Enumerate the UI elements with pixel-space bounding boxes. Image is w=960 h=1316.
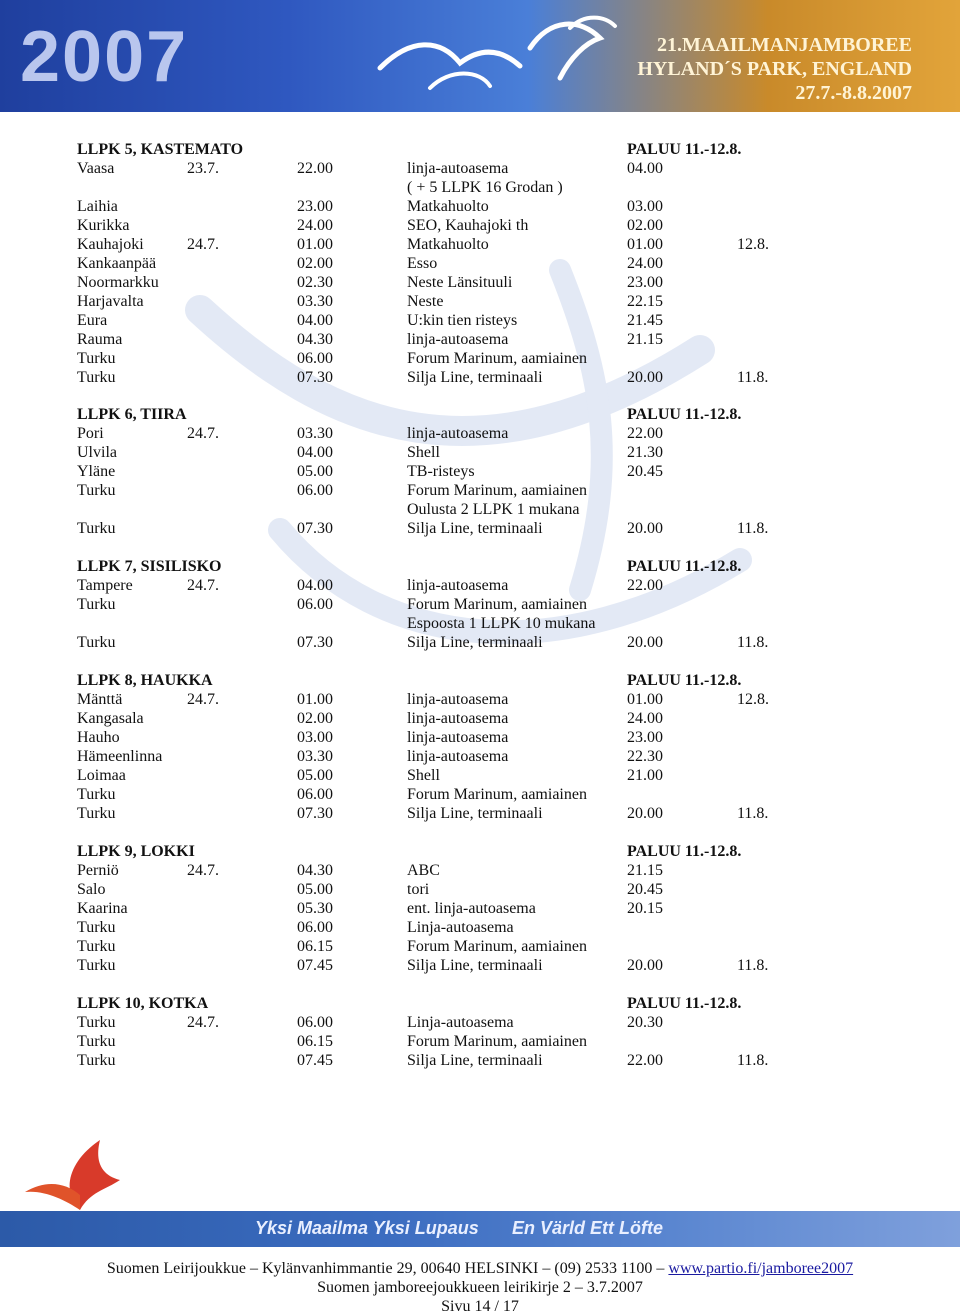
- table-row: [0, 178, 960, 197]
- table-cell: 23.00: [627, 274, 663, 291]
- table-cell: 11.8.: [737, 805, 769, 822]
- table-cell: 22.00: [627, 425, 663, 442]
- table-cell: Loimaa: [77, 767, 126, 784]
- table-cell: 04.30: [297, 331, 333, 348]
- slogan-fi: Yksi Maailma Yksi Lupaus: [255, 1218, 479, 1238]
- table-cell: Turku: [77, 786, 116, 803]
- table-row: [0, 519, 960, 538]
- table-cell: Shell: [407, 767, 440, 784]
- footer-address-line: [0, 1259, 960, 1278]
- table-row: [0, 330, 960, 349]
- table-cell: Oulusta 2 LLPK 1 mukana: [407, 501, 580, 518]
- table-cell: linja-autoasema: [407, 710, 509, 727]
- table-cell: 24.00: [297, 217, 333, 234]
- table-cell: Forum Marinum, aamiainen: [407, 482, 587, 499]
- table-cell: 20.00: [627, 634, 663, 651]
- table-row: [0, 462, 960, 481]
- table-cell: Turku: [77, 1052, 116, 1069]
- section-title: LLPK 10, KOTKA: [77, 995, 209, 1012]
- section-header: [0, 405, 960, 424]
- table-cell: 05.00: [297, 881, 333, 898]
- table-cell: 20.00: [627, 957, 663, 974]
- section-header: [0, 842, 960, 861]
- table-cell: Silja Line, terminaali: [407, 1052, 543, 1069]
- table-cell: Silja Line, terminaali: [407, 805, 543, 822]
- table-cell: U:kin tien risteys: [407, 312, 518, 329]
- table-row: [0, 861, 960, 880]
- table-cell: 20.30: [627, 1014, 663, 1031]
- table-cell: Silja Line, terminaali: [407, 369, 543, 386]
- table-cell: 24.7.: [187, 862, 219, 879]
- footer-link[interactable]: www.partio.fi/jamboree2007: [668, 1260, 854, 1277]
- table-cell: ent. linja-autoasema: [407, 900, 536, 917]
- table-cell: 20.45: [627, 881, 663, 898]
- table-cell: 03.30: [297, 748, 333, 765]
- table-cell: 24.7.: [187, 236, 219, 253]
- table-cell: 24.00: [627, 255, 663, 272]
- table-cell: 05.00: [297, 463, 333, 480]
- table-cell: Turku: [77, 482, 116, 499]
- section-header: [0, 140, 960, 159]
- table-cell: Pori: [77, 425, 104, 442]
- table-row: [0, 443, 960, 462]
- return-label: PALUU 11.-12.8.: [627, 558, 742, 575]
- table-cell: 01.00: [297, 236, 333, 253]
- table-cell: 06.15: [297, 1033, 333, 1050]
- table-row: [0, 273, 960, 292]
- table-cell: Silja Line, terminaali: [407, 957, 543, 974]
- table-row: [0, 292, 960, 311]
- table-cell: 11.8.: [737, 369, 769, 386]
- table-cell: 06.00: [297, 786, 333, 803]
- table-row: [0, 1051, 960, 1070]
- table-cell: 01.00: [627, 236, 663, 253]
- table-cell: Kurikka: [77, 217, 130, 234]
- table-cell: Tampere: [77, 577, 133, 594]
- table-row: [0, 311, 960, 330]
- table-cell: 07.30: [297, 805, 333, 822]
- table-cell: 24.7.: [187, 577, 219, 594]
- table-cell: 20.45: [627, 463, 663, 480]
- table-row: [0, 197, 960, 216]
- table-cell: Harjavalta: [77, 293, 144, 310]
- table-cell: linja-autoasema: [407, 577, 509, 594]
- table-cell: Turku: [77, 957, 116, 974]
- table-row: [0, 956, 960, 975]
- table-cell: 12.8.: [737, 236, 769, 253]
- table-cell: 24.7.: [187, 425, 219, 442]
- section-title: LLPK 6, TIIRA: [77, 406, 187, 423]
- slogan-sv: En Värld Ett Löfte: [512, 1218, 664, 1238]
- table-row: [0, 880, 960, 899]
- table-cell: Vaasa: [77, 160, 115, 177]
- table-cell: 01.00: [297, 691, 333, 708]
- table-cell: 06.15: [297, 938, 333, 955]
- table-cell: Silja Line, terminaali: [407, 634, 543, 651]
- table-cell: Turku: [77, 1014, 116, 1031]
- table-row: [0, 595, 960, 614]
- table-row: [0, 216, 960, 235]
- table-cell: 11.8.: [737, 1052, 769, 1069]
- table-cell: 06.00: [297, 1014, 333, 1031]
- table-row: [0, 349, 960, 368]
- table-cell: Perniö: [77, 862, 119, 879]
- table-cell: Neste: [407, 293, 444, 310]
- table-cell: 20.00: [627, 805, 663, 822]
- table-cell: Noormarkku: [77, 274, 159, 291]
- table-cell: Turku: [77, 520, 116, 537]
- table-cell: Turku: [77, 938, 116, 955]
- table-cell: 24.00: [627, 710, 663, 727]
- table-cell: Hämeenlinna: [77, 748, 163, 765]
- table-cell: Hauho: [77, 729, 120, 746]
- table-cell: 20.00: [627, 520, 663, 537]
- table-cell: linja-autoasema: [407, 160, 509, 177]
- table-cell: 12.8.: [737, 691, 769, 708]
- table-cell: Turku: [77, 596, 116, 613]
- table-cell: 21.45: [627, 312, 663, 329]
- table-cell: 22.30: [627, 748, 663, 765]
- table-cell: Kaarina: [77, 900, 128, 917]
- table-cell: 01.00: [627, 691, 663, 708]
- table-cell: linja-autoasema: [407, 691, 509, 708]
- table-cell: 24.7.: [187, 1014, 219, 1031]
- table-cell: 03.30: [297, 425, 333, 442]
- table-cell: 07.30: [297, 634, 333, 651]
- table-cell: Matkahuolto: [407, 236, 489, 253]
- table-cell: Rauma: [77, 331, 123, 348]
- section-title: LLPK 8, HAUKKA: [77, 672, 213, 689]
- return-label: PALUU 11.-12.8.: [627, 843, 742, 860]
- table-cell: 02.00: [297, 255, 333, 272]
- table-cell: 02.00: [297, 710, 333, 727]
- table-cell: Eura: [77, 312, 108, 329]
- table-cell: 22.00: [627, 577, 663, 594]
- table-cell: 21.15: [627, 331, 663, 348]
- table-cell: 02.00: [627, 217, 663, 234]
- table-cell: 04.00: [297, 312, 333, 329]
- table-cell: ( + 5 LLPK 16 Grodan ): [407, 179, 563, 196]
- year-logo: 2007: [20, 17, 189, 97]
- table-row: [0, 633, 960, 652]
- table-cell: 04.30: [297, 862, 333, 879]
- table-row: [0, 1032, 960, 1051]
- table-cell: Laihia: [77, 198, 118, 215]
- table-cell: Yläne: [77, 463, 116, 480]
- dove-logo-icon: [370, 8, 630, 108]
- table-cell: Forum Marinum, aamiainen: [407, 938, 587, 955]
- table-cell: Mänttä: [77, 691, 123, 708]
- section-header: [0, 994, 960, 1013]
- table-cell: 03.00: [297, 729, 333, 746]
- table-row: [0, 785, 960, 804]
- table-cell: Forum Marinum, aamiainen: [407, 786, 587, 803]
- table-cell: 06.00: [297, 482, 333, 499]
- event-title: 21.MAAILMANJAMBOREE: [657, 34, 912, 56]
- table-cell: TB-risteys: [407, 463, 475, 480]
- table-cell: Salo: [77, 881, 106, 898]
- table-cell: 22.00: [627, 1052, 663, 1069]
- table-cell: 24.7.: [187, 691, 219, 708]
- table-cell: 07.30: [297, 520, 333, 537]
- table-cell: 06.00: [297, 596, 333, 613]
- table-cell: Forum Marinum, aamiainen: [407, 350, 587, 367]
- return-label: PALUU 11.-12.8.: [627, 406, 742, 423]
- table-cell: Neste Länsituuli: [407, 274, 513, 291]
- table-cell: Kangasala: [77, 710, 144, 727]
- table-cell: ABC: [407, 862, 440, 879]
- table-cell: Linja-autoasema: [407, 919, 514, 936]
- table-cell: 03.30: [297, 293, 333, 310]
- table-cell: 11.8.: [737, 957, 769, 974]
- table-row: [0, 766, 960, 785]
- table-cell: Espoosta 1 LLPK 10 mukana: [407, 615, 596, 632]
- table-row: [0, 368, 960, 387]
- table-cell: 04.00: [297, 444, 333, 461]
- table-cell: Ulvila: [77, 444, 117, 461]
- table-cell: 11.8.: [737, 634, 769, 651]
- table-cell: Esso: [407, 255, 438, 272]
- table-cell: 11.8.: [737, 520, 769, 537]
- table-row: [0, 481, 960, 500]
- table-cell: 02.30: [297, 274, 333, 291]
- table-cell: Turku: [77, 350, 116, 367]
- table-row: [0, 424, 960, 443]
- slogan-bar: [0, 1211, 960, 1247]
- table-cell: 20.00: [627, 369, 663, 386]
- table-cell: Forum Marinum, aamiainen: [407, 1033, 587, 1050]
- event-venue: HYLAND´S PARK, ENGLAND: [637, 58, 912, 80]
- red-dove-icon: [20, 1130, 140, 1220]
- table-row: [0, 747, 960, 766]
- table-cell: linja-autoasema: [407, 331, 509, 348]
- table-cell: 23.7.: [187, 160, 219, 177]
- table-cell: Turku: [77, 634, 116, 651]
- table-cell: Forum Marinum, aamiainen: [407, 596, 587, 613]
- footer-address: Suomen Leirijoukkue – Kylänvanhimmantie 29, 00640 HELSINKI – (09) 2533 1100 –: [106, 1260, 665, 1277]
- table-row: [0, 690, 960, 709]
- section-title: LLPK 9, LOKKI: [77, 843, 195, 860]
- table-row: [0, 804, 960, 823]
- section-header: [0, 557, 960, 576]
- table-cell: 04.00: [297, 577, 333, 594]
- table-cell: 21.00: [627, 767, 663, 784]
- table-cell: 05.30: [297, 900, 333, 917]
- event-dates: 27.7.-8.8.2007: [795, 82, 912, 104]
- table-cell: 06.00: [297, 919, 333, 936]
- table-row: [0, 500, 960, 519]
- table-cell: 22.00: [297, 160, 333, 177]
- table-cell: Matkahuolto: [407, 198, 489, 215]
- return-label: PALUU 11.-12.8.: [627, 672, 742, 689]
- table-row: [0, 1013, 960, 1032]
- table-row: [0, 614, 960, 633]
- table-row: [0, 918, 960, 937]
- table-cell: linja-autoasema: [407, 729, 509, 746]
- table-row: [0, 254, 960, 273]
- table-cell: 23.00: [297, 198, 333, 215]
- table-row: [0, 728, 960, 747]
- table-cell: 04.00: [627, 160, 663, 177]
- table-cell: 07.30: [297, 369, 333, 386]
- table-row: [0, 159, 960, 178]
- table-row: [0, 709, 960, 728]
- page-number: Sivu 14 / 17: [441, 1298, 519, 1315]
- table-cell: Linja-autoasema: [407, 1014, 514, 1031]
- table-row: [0, 937, 960, 956]
- header-banner: [0, 0, 960, 112]
- table-cell: Kankaanpää: [77, 255, 157, 272]
- table-cell: linja-autoasema: [407, 748, 509, 765]
- footer-doc-title: Suomen jamboreejoukkueen leirikirje 2 – 3.7.2007: [317, 1279, 643, 1296]
- table-cell: 07.45: [297, 957, 333, 974]
- table-cell: 21.30: [627, 444, 663, 461]
- table-cell: Silja Line, terminaali: [407, 520, 543, 537]
- table-cell: SEO, Kauhajoki th: [407, 217, 529, 234]
- table-cell: Turku: [77, 805, 116, 822]
- table-row: [0, 235, 960, 254]
- table-cell: 06.00: [297, 350, 333, 367]
- section-title: LLPK 5, KASTEMATO: [77, 141, 244, 158]
- table-cell: 20.15: [627, 900, 663, 917]
- section-title: LLPK 7, SISILISKO: [77, 558, 222, 575]
- table-cell: 07.45: [297, 1052, 333, 1069]
- table-cell: 05.00: [297, 767, 333, 784]
- table-cell: linja-autoasema: [407, 425, 509, 442]
- section-header: [0, 671, 960, 690]
- table-cell: 21.15: [627, 862, 663, 879]
- table-cell: 03.00: [627, 198, 663, 215]
- return-label: PALUU 11.-12.8.: [627, 141, 742, 158]
- table-cell: Turku: [77, 369, 116, 386]
- table-cell: 23.00: [627, 729, 663, 746]
- table-row: [0, 576, 960, 595]
- table-cell: Shell: [407, 444, 440, 461]
- table-cell: tori: [407, 881, 430, 898]
- table-row: [0, 899, 960, 918]
- return-label: PALUU 11.-12.8.: [627, 995, 742, 1012]
- table-cell: Turku: [77, 1033, 116, 1050]
- table-cell: 22.15: [627, 293, 663, 310]
- table-cell: Turku: [77, 919, 116, 936]
- table-cell: Kauhajoki: [77, 236, 144, 253]
